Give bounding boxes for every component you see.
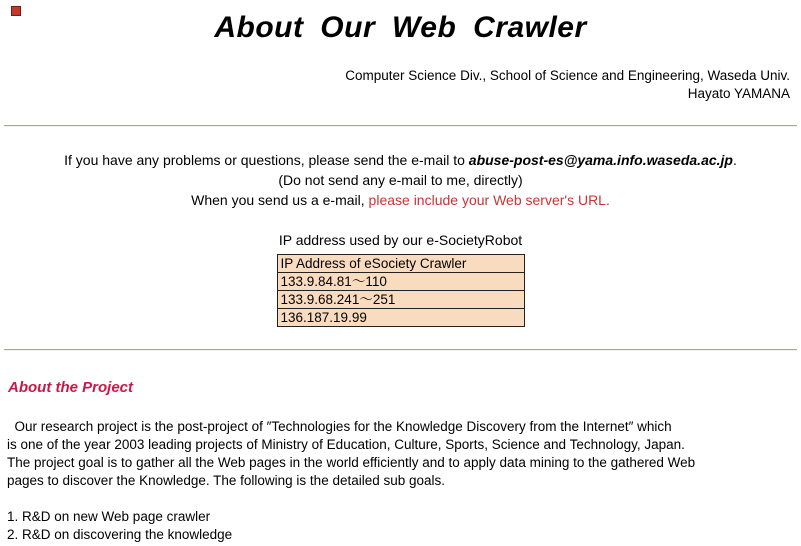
contact-line-3 (0, 190, 801, 210)
contact-line-1 (0, 150, 801, 170)
paragraph-line: is one of the year 2003 leading projects of Ministry of Education, Culture, Sports, Science and Technology, Japan. (7, 437, 685, 452)
paragraph-line: Our research project is the post-project of ″Technologies for the Knowledge Discovery from the Internet″ which (7, 419, 672, 434)
about-paragraph (7, 418, 794, 490)
ip-address-cell: 133.9.68.241～251 (277, 291, 524, 309)
bottom-divider (4, 349, 797, 351)
ip-address-cell: 133.9.84.81～110 (277, 273, 524, 291)
red-marker-icon (11, 6, 21, 16)
paragraph-line: The project goal is to gather all the Web pages in the world efficiently and to apply data mining to the gathered Web (7, 455, 696, 470)
ip-table-row (277, 273, 524, 291)
ip-address-cell: 136.187.19.99 (277, 309, 524, 327)
contact-line3-text: When you send us a e-mail, (191, 192, 369, 208)
contact-line1-period: . (732, 152, 737, 168)
ip-table-caption: IP address used by our e-SocietyRobot (278, 232, 523, 248)
ip-table-row (277, 291, 524, 309)
contact-block (0, 150, 801, 210)
goal-item: 2. R&D on discovering the knowledge (7, 527, 233, 542)
ip-table-row (277, 309, 524, 327)
goals-list (7, 508, 794, 544)
paragraph-line: pages to discover the Knowledge. The following is the detailed sub goals. (7, 473, 446, 488)
ip-table-header-row (277, 255, 524, 273)
goal-item: 1. R&D on new Web page crawler (7, 509, 211, 524)
section-heading-about-project: About the Project (8, 379, 134, 396)
ip-table-header-cell: IP Address of eSociety Crawler (277, 255, 524, 273)
byline-affiliation: Computer Science Div., School of Science and Engineering, Waseda Univ. (345, 68, 790, 83)
byline (0, 67, 790, 103)
contact-line-2: (Do not send any e-mail to me, directly) (278, 172, 523, 188)
contact-line1-text: If you have any problems or questions, please send the e-mail to (64, 152, 469, 168)
contact-line3-warning: please include your Web server's URL. (368, 192, 610, 208)
ip-address-table (277, 254, 525, 327)
top-divider (4, 125, 797, 127)
email-link[interactable]: abuse-post-es@yama.info.waseda.ac.jp (468, 152, 733, 168)
page-title: About Our Web Crawler (214, 11, 587, 44)
byline-author: Hayato YAMANA (687, 86, 790, 101)
